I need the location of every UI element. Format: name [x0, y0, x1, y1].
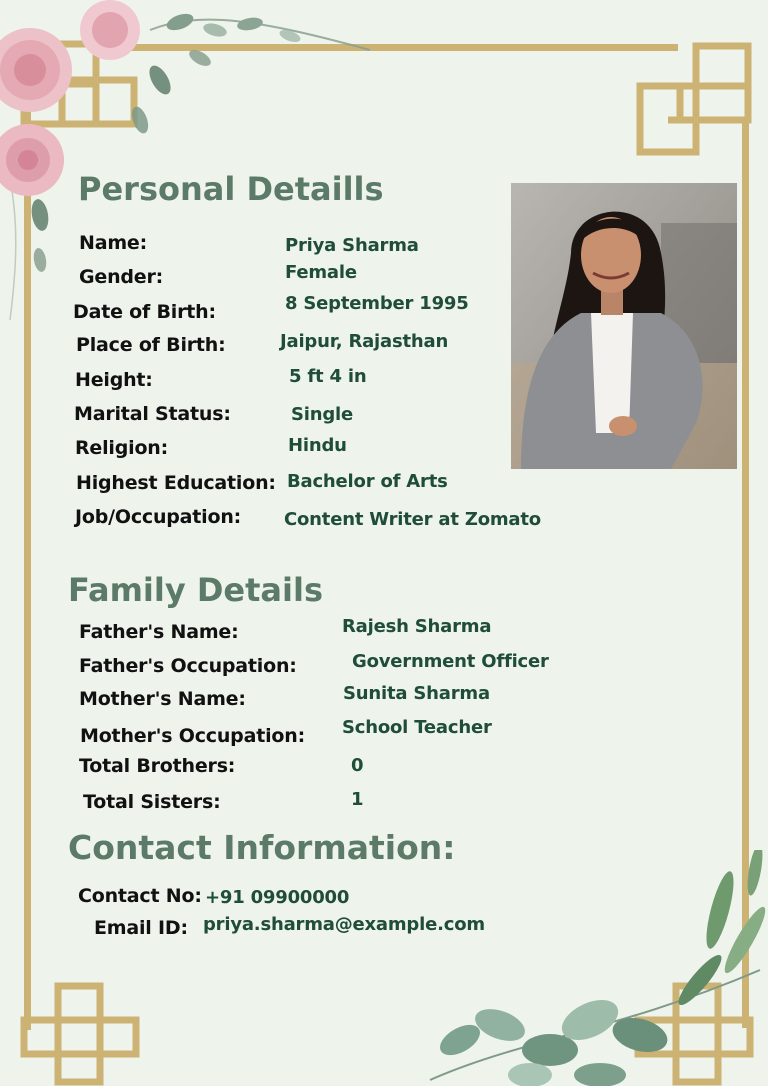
contact-information-heading: Contact Information: [68, 828, 456, 867]
corner-knot-bottom-left-icon [20, 980, 140, 1086]
mothers-name-label: Mother's Name: [79, 688, 246, 710]
fathers-occupation-label: Father's Occupation: [79, 655, 297, 677]
marital-status-value: Single [291, 404, 354, 425]
fathers-name-value: Rajesh Sharma [342, 616, 492, 637]
personal-details-heading: Personal Detaills [78, 170, 384, 208]
job-occupation-label: Job/Occupation: [75, 506, 242, 528]
profile-photo [511, 183, 737, 469]
woman-portrait-icon [511, 183, 737, 469]
total-brothers-label: Total Brothers: [79, 755, 236, 777]
height-value: 5 ft 4 in [289, 366, 367, 387]
date-of-birth-label: Date of Birth: [73, 301, 216, 323]
religion-label: Religion: [75, 437, 169, 459]
total-brothers-value: 0 [351, 755, 364, 776]
mothers-occupation-value: School Teacher [342, 717, 492, 738]
highest-education-label: Highest Education: [76, 472, 276, 494]
total-sisters-value: 1 [351, 789, 364, 810]
eucalyptus-decoration-icon [400, 850, 768, 1086]
contact-no-label: Contact No: [78, 885, 202, 907]
height-label: Height: [75, 369, 153, 391]
email-id-value: priya.sharma@example.com [203, 914, 485, 935]
religion-value: Hindu [288, 435, 347, 456]
mothers-name-value: Sunita Sharma [343, 683, 490, 704]
highest-education-value: Bachelor of Arts [287, 471, 448, 492]
place-of-birth-label: Place of Birth: [76, 334, 226, 356]
total-sisters-label: Total Sisters: [83, 791, 221, 813]
job-occupation-value: Content Writer at Zomato [284, 509, 541, 530]
marital-status-label: Marital Status: [74, 403, 231, 425]
contact-no-value: +91 09900000 [205, 887, 350, 908]
corner-knot-top-right-icon [634, 40, 754, 160]
date-of-birth-value: 8 September 1995 [285, 293, 469, 314]
name-label: Name: [79, 232, 148, 254]
fathers-name-label: Father's Name: [79, 621, 239, 643]
gender-value: Female [285, 262, 357, 283]
fathers-occupation-value: Government Officer [352, 651, 549, 672]
family-details-heading: Family Details [68, 571, 323, 609]
name-value: Priya Sharma [285, 235, 419, 256]
gender-label: Gender: [79, 266, 164, 288]
email-id-label: Email ID: [94, 917, 188, 939]
mothers-occupation-label: Mother's Occupation: [80, 725, 305, 747]
place-of-birth-value: Jaipur, Rajasthan [280, 331, 449, 352]
